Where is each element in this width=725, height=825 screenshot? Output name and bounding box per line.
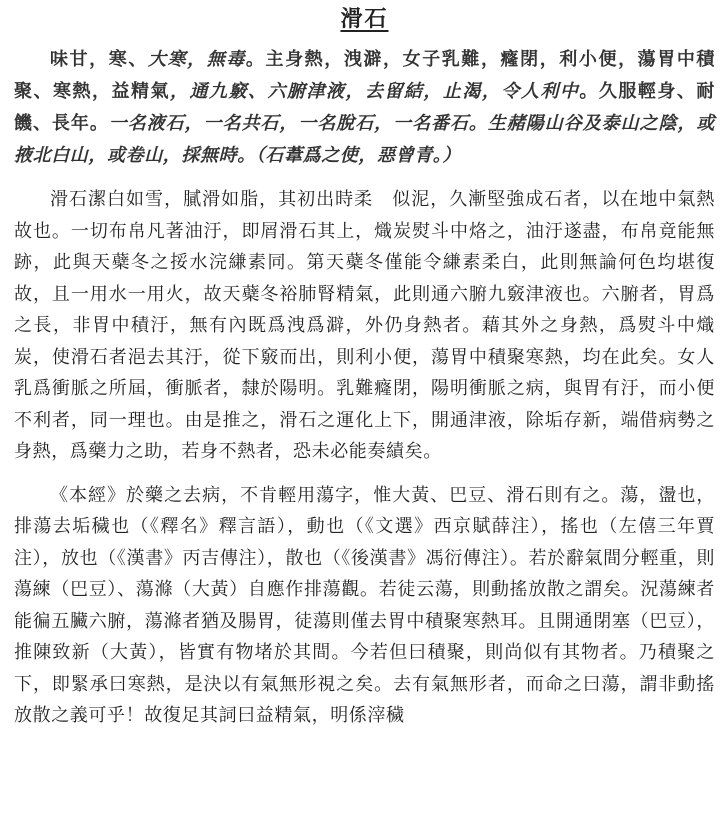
commentary-paragraph-1: 滑石潔白如雪，膩滑如脂，其初出時柔 似泥，久漸堅強成石者，以在地中氣熱故也。一切布帛凡著油汙，即屑滑石其上，熾炭熨斗中烙之，油汙遂盡，布帛竟能無跡，此與天蘗冬之挼水浣縑素同。第天蘗冬僅能令縑素柔白，此則無論何色均堪復故，且一用水一用火，故天蘗冬裕肺腎精氣，此則通六腑九竅津液也。六腑者，胃爲之長，非胃中積汙，無有內既爲洩爲澼，外仍身熱者。藉其外之身熱，爲熨斗中熾炭，使滑石者浥去其汙，從下竅而出，則利小便，蕩胃中積聚寒熱，均在此矣。女人乳爲衝脈之所屆，衝脈者，隸於陽明。乳難癃閉，陽明衝脈之病，與胃有汙，而小便不利者，同一理也。由是推之，滑石之運化上下，開通津液，除垢存新，端借病勢之身熱，爲藥力之助，若身不熱者，恐未必能奏績矣。 xyxy=(14,189,715,462)
classic-text-segment: 味甘，寒、 xyxy=(50,49,148,70)
classic-text-segment-italic: ，通九竅、六腑津液，去留結，止渴，令人利中 xyxy=(169,81,580,102)
classic-text-segment-italic: 大寒，無毒 xyxy=(147,49,246,70)
classic-text-segment: 。主身熱，洩澼，女子乳難，癃閉，利小便，蕩胃中積聚、寒熱，益精氣 xyxy=(14,49,716,102)
commentary-paragraph-2: 《本經》於藥之去病，不肯輕用蕩字，惟大黃、巴豆、滑石則有之。蕩，盪也，排蕩去垢穢也（《釋名》釋言語），動也（《文選》西京賦薛注），搖也（左僖三年賈注），放也（《漢書》丙吉傳注），散也（《後漢書》馮衍傳注）。若於辭氣間分輕重，則蕩練（巴豆）、蕩滌（大黃）自應作排蕩觀。若徒云蕩，則動搖放散之謂矣。況蕩練者能徧五臟六腑，蕩滌者猶及腸胃，徒蕩則僅去胃中積聚寒熱耳。且開通閉塞（巴豆），推陳致新（大黃），皆實有物堵於其間。今若但曰積聚，則尚似有其物者。乃積聚之下，即緊承曰寒熱，是決以有氣無形視之矣。去有氣無形者，而命之曰蕩，謂非動搖放散之義可乎！故復足其詞曰益精氣，明係滓穢 xyxy=(14,484,715,726)
classic-text-segment-italic: 一名液石，一名共石，一名脫石，一名番石。生赭陽山谷及泰山之陰，或掖北白山，或卷山，採無時。（石葦爲之使，惡曾青。） xyxy=(14,113,715,166)
classic-text-segment: 。久服輕身、耐饑、長年。 xyxy=(14,81,715,134)
classic-text-paragraph xyxy=(14,44,715,172)
paragraph-gap xyxy=(14,172,715,184)
page-title: 滑石 xyxy=(340,6,389,32)
paragraph-gap xyxy=(14,468,715,480)
